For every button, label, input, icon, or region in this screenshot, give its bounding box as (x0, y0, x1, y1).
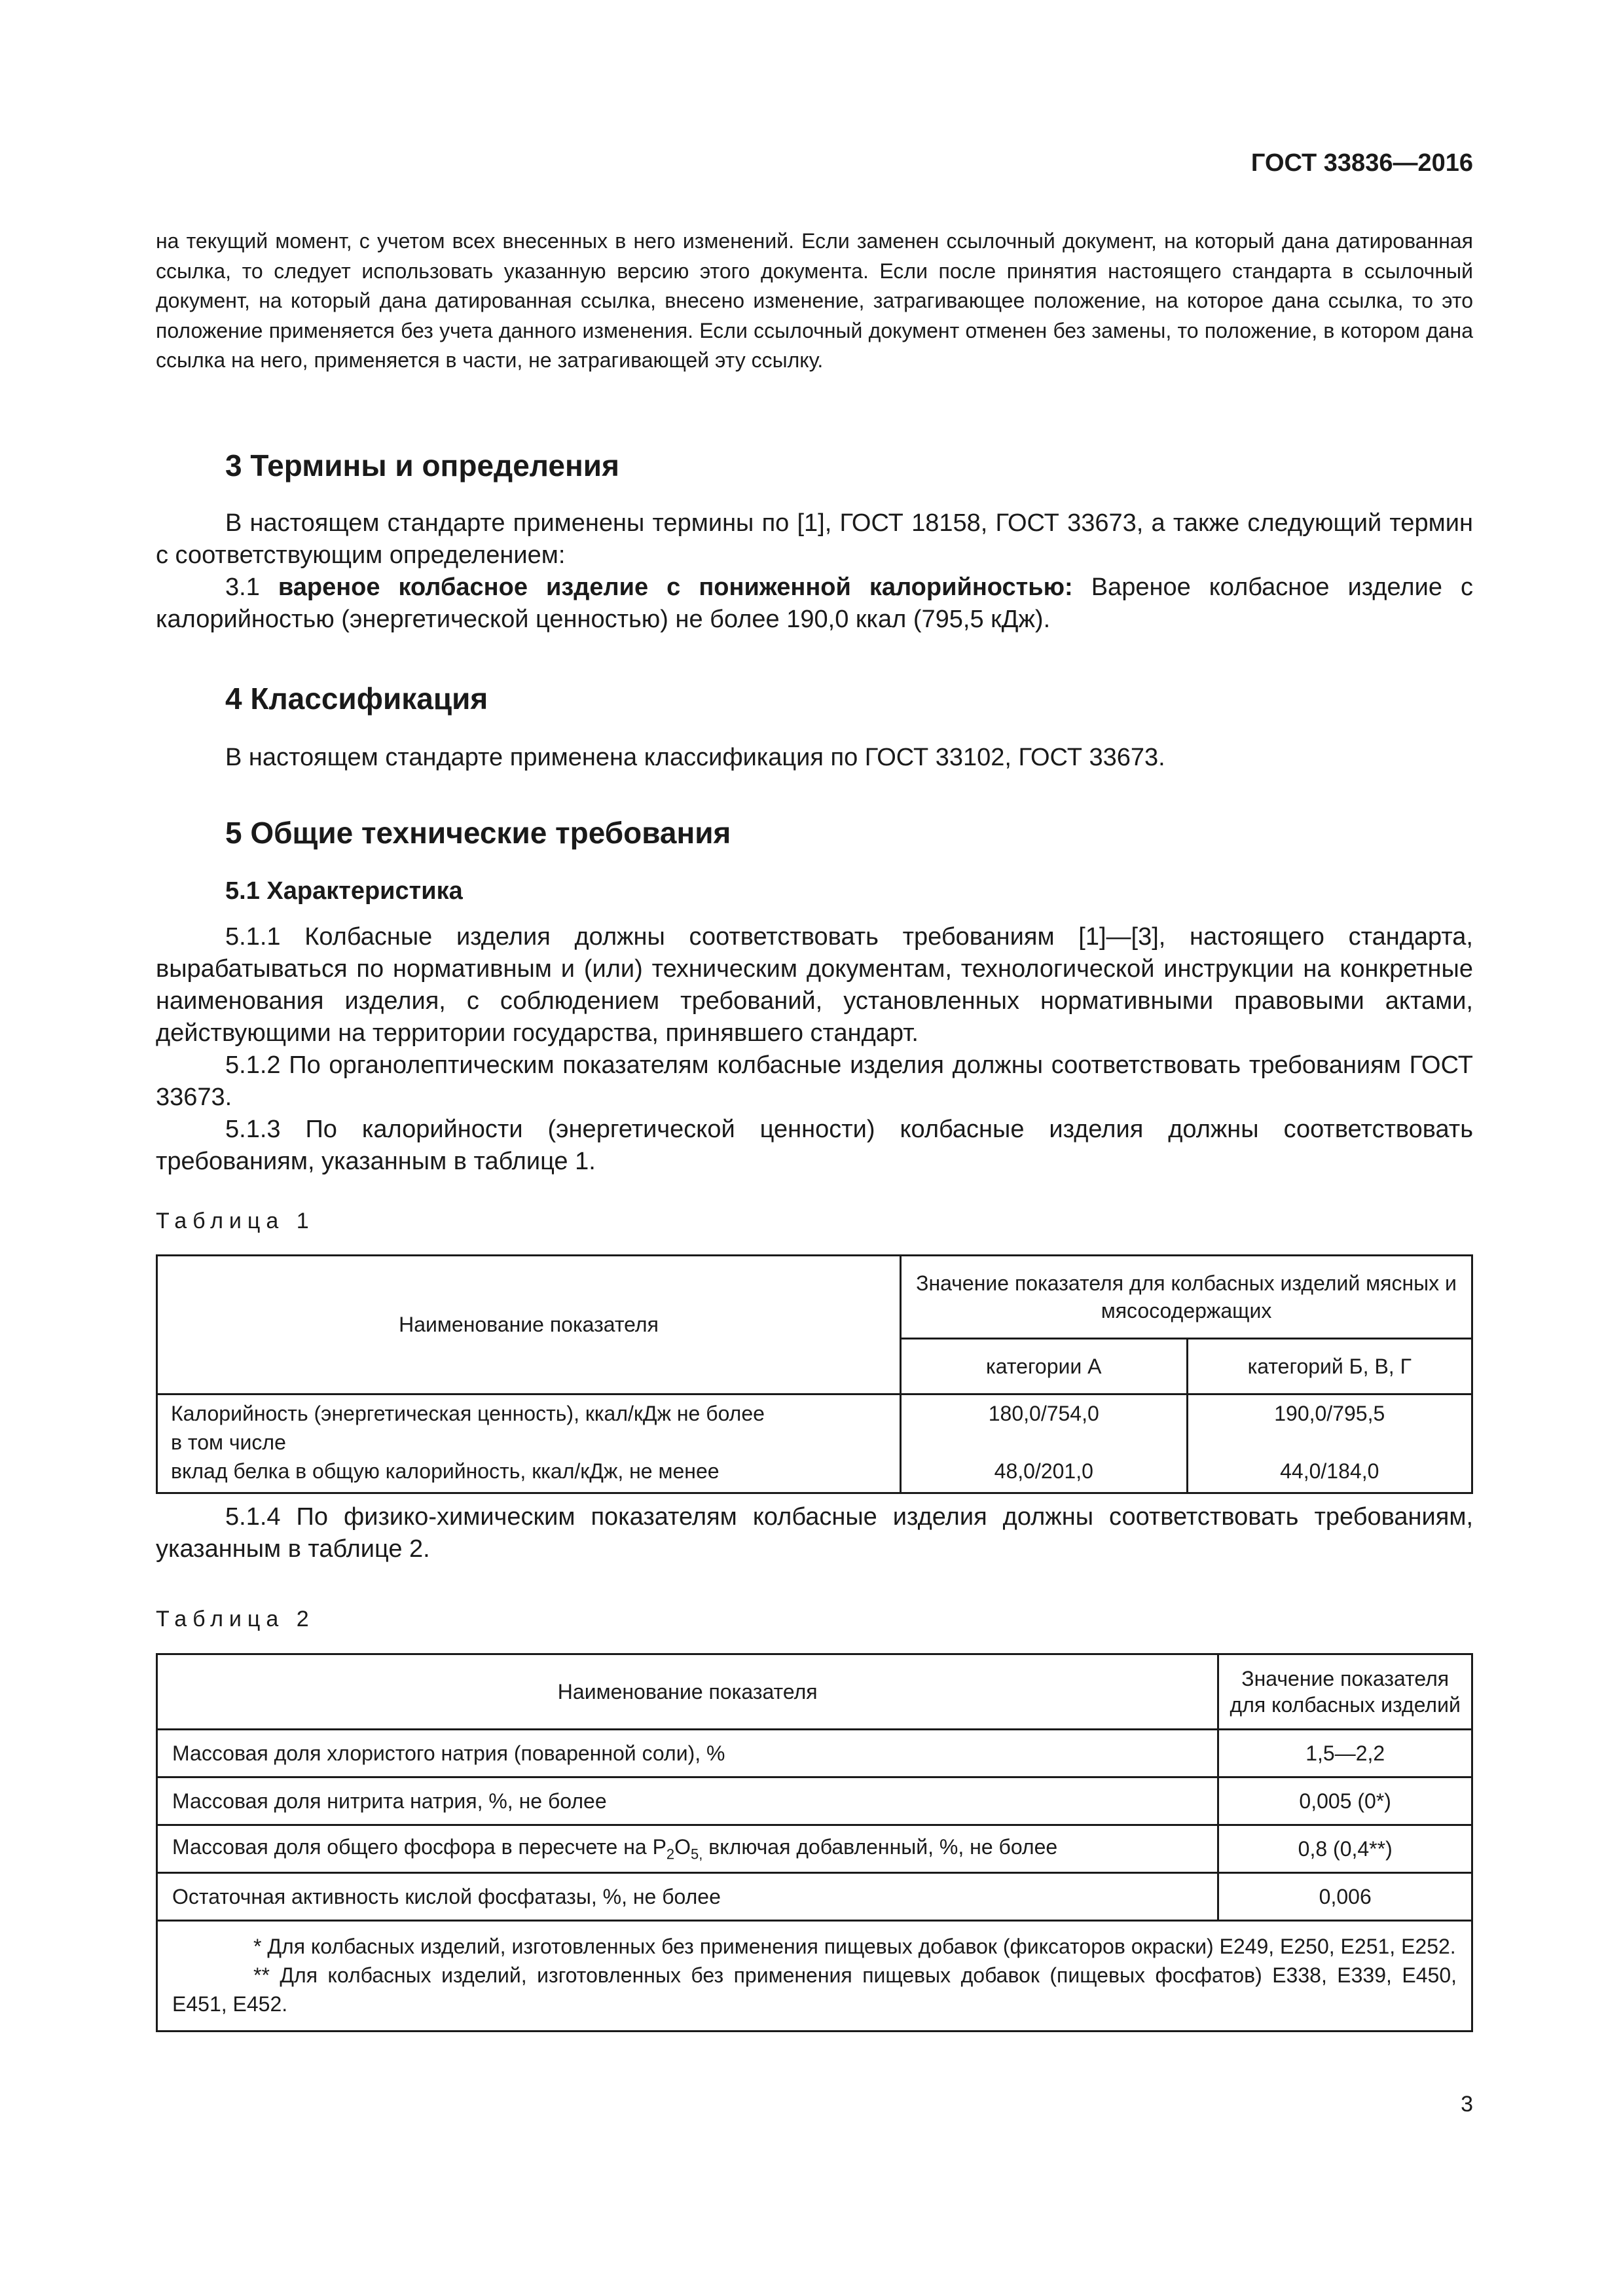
table-1-header-cat-a: категории А (901, 1339, 1187, 1394)
table-2-row-3-value: 0,8 (0,4**) (1218, 1825, 1472, 1873)
table-2-row-1-value: 1,5—2,2 (1218, 1730, 1472, 1777)
paragraph-5-1-1: 5.1.1 Колбасные изделия должны соответствовать требованиям [1]—[3], настоящего стандарта, вырабатываться по нормативным и (или) техническим документам, технологической инструкции на конкретные наименования изделия, с соблюдением требований, установленных нормативными правовыми актами, действующими на территории государства, принявшего стандарт. (156, 923, 1473, 1047)
table-2 (156, 1653, 1473, 2032)
table-1-header-name: Наименование показателя (157, 1256, 901, 1394)
subsection-5-1-title: 5.1 Характеристика (225, 877, 463, 905)
table-1-row-line-2: в том числе (171, 1430, 286, 1454)
term-text: Вареное колбасное изделие с калорийностью (энергетической ценностью) не более 190,0 ккал (795,5 кДж). (156, 574, 1473, 633)
table-1-cat-a-values (901, 1394, 1187, 1493)
table-2-note-2: ** Для колбасных изделий, изготовленных без применения пищевых добавок (пищевых фосфатов) Е338, Е339, Е450, Е451, Е452. (172, 1963, 1457, 2016)
standard-header: ГОСТ 33836—2016 (1250, 149, 1473, 177)
section-4-paragraph: В настоящем стандарте применена классификация по ГОСТ 33102, ГОСТ 33673. (225, 744, 1165, 771)
table-2-note-1: * Для колбасных изделий, изготовленных без применения пищевых добавок (фиксаторов окраски) Е249, Е250, Е251, Е252. (253, 1935, 1456, 1958)
table-1 (156, 1254, 1473, 1494)
table-1-row-line-3: вклад белка в общую калорийность, ккал/кДж, не менее (171, 1459, 720, 1483)
table-2-row-2-name: Массовая доля нитрита натрия, %, не более (157, 1777, 1218, 1825)
table-2-header-name: Наименование показателя (157, 1654, 1218, 1730)
table-2-row-4-value: 0,006 (1218, 1873, 1472, 1921)
table-1-cat-bvg-values (1187, 1394, 1472, 1493)
table-2-footnotes (157, 1921, 1472, 2032)
table-1-cat-bvg-value-1: 190,0/795,5 (1274, 1402, 1385, 1425)
term-definition (156, 572, 1473, 636)
section-3-title: 3 Термины и определения (225, 448, 619, 483)
paragraph-5-1-4: 5.1.4 По физико-химическим показателям колбасные изделия должны соответствовать требованиям, указанным в таблице 2. (156, 1503, 1473, 1563)
paragraph-5-1-3: 5.1.3 По калорийности (энергетической ценности) колбасные изделия должны соответствовать требованиям, указанным в таблице 1. (156, 1116, 1473, 1175)
table-1-header-cat-bvg: категорий Б, В, Г (1187, 1339, 1472, 1394)
row-3-text-b: O (674, 1834, 691, 1859)
intro-paragraph: на текущий момент, с учетом всех внесенных в него изменений. Если заменен ссылочный документ, на который дана датированная ссылка, то следует использовать указанную версию этого документа. Если после принятия настоящего стандарта в ссылочный документ, на который дана датированная ссылка, внесено изменение, затрагивающее положение, на которое дана ссылка, то это положение применяется без учета данного изменения. Если ссылочный документ отменен без замены, то положение, в котором дана ссылка на него, применяется в части, не затрагивающей эту ссылку. (156, 229, 1473, 372)
table-1-header-group: Значение показателя для колбасных изделий мясных и мясосодержащих (901, 1256, 1472, 1339)
table-1-caption: Таблица 1 (156, 1209, 315, 1233)
section-3-paragraph: В настоящем стандарте применены термины по [1], ГОСТ 18158, ГОСТ 33673, а также следующий термин с соответствующим определением: (156, 509, 1473, 569)
row-3-text-a: Массовая доля общего фосфора в пересчете на P (172, 1834, 666, 1859)
table-1-cat-bvg-value-2: 44,0/184,0 (1280, 1459, 1379, 1483)
section-5-title: 5 Общие технические требования (225, 816, 731, 850)
table-2-row-2-value: 0,005 (0*) (1218, 1777, 1472, 1825)
term-number: 3.1 (225, 574, 278, 601)
table-2-row-1-name: Массовая доля хлористого натрия (поваренной соли), % (157, 1730, 1218, 1777)
row-3-sub-b: 5, (691, 1846, 703, 1863)
table-2-caption: Таблица 2 (156, 1607, 315, 1631)
paragraph-5-1-2: 5.1.2 По органолептическим показателям колбасные изделия должны соответствовать требованиям ГОСТ 33673. (156, 1051, 1473, 1111)
table-2-header-value: Значение показателя для колбасных изделий (1218, 1654, 1472, 1730)
term-name: вареное колбасное изделие с пониженной калорийностью: (278, 574, 1073, 601)
table-1-cat-a-value-1: 180,0/754,0 (988, 1402, 1099, 1425)
row-3-sub-a: 2 (666, 1846, 675, 1863)
table-2-row-3-name (157, 1825, 1218, 1873)
table-1-row-name (157, 1394, 901, 1493)
table-2-row-4-name: Остаточная активность кислой фосфатазы, %, не более (157, 1873, 1218, 1921)
page-number: 3 (1461, 2092, 1473, 2117)
section-4-title: 4 Классификация (225, 682, 488, 716)
row-3-text-c: включая добавленный, %, не более (702, 1834, 1058, 1859)
table-1-cat-a-value-2: 48,0/201,0 (994, 1459, 1093, 1483)
table-1-row-line-1: Калорийность (энергетическая ценность), ккал/кДж не более (171, 1402, 765, 1425)
